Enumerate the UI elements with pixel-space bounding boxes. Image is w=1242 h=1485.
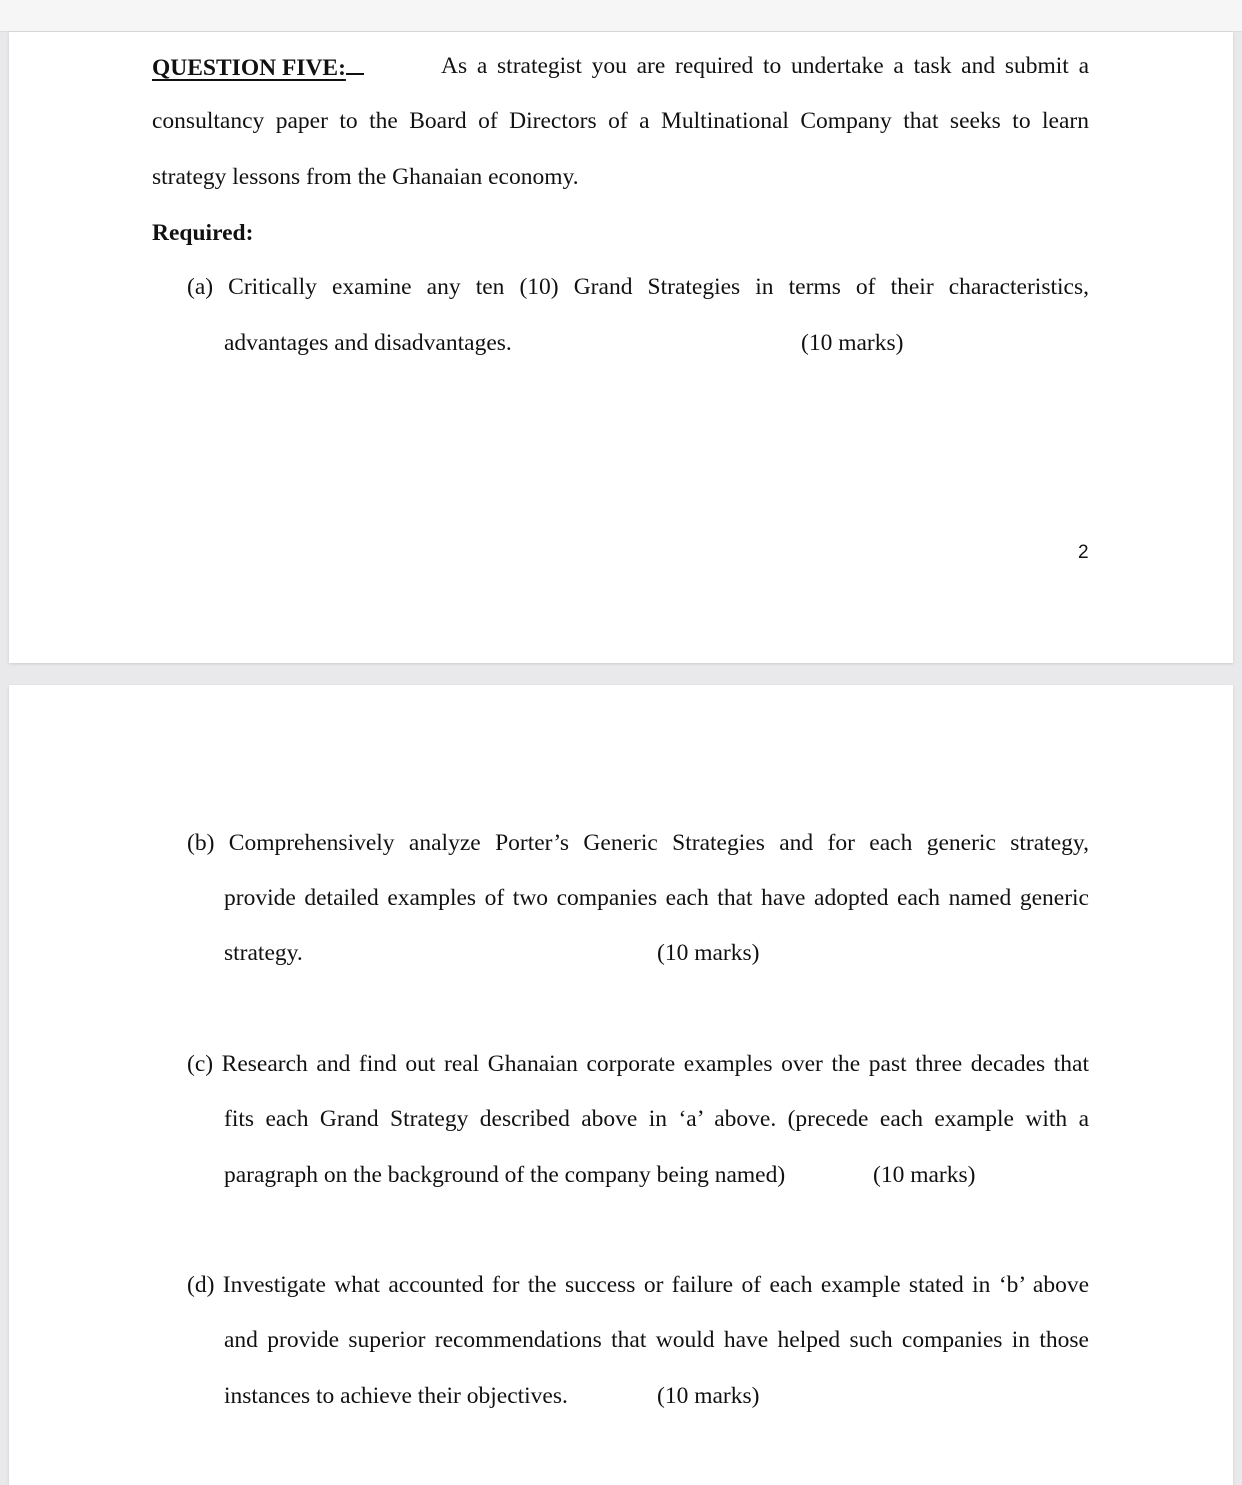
part-c-line-3: paragraph on the background of the company being named) — [224, 1162, 786, 1188]
part-c-line-2: fits each Grand Strategy described above in ‘a’ above. (precede each example with a — [224, 1106, 1089, 1132]
part-a-line-2: advantages and disadvantages. — [224, 330, 512, 356]
question-intro-line-1: As a strategist you are required to undertake a task and submit a — [441, 53, 1089, 79]
document-page-1 — [9, 32, 1233, 663]
required-label: Required: — [152, 220, 254, 246]
part-d-line-2: and provide superior recommendations that would have helped such companies in those — [224, 1327, 1089, 1353]
question-intro-line-3: strategy lessons from the Ghanaian economy. — [152, 164, 579, 190]
part-b-line-2: provide detailed examples of two companies each that have adopted each named generic — [224, 885, 1089, 911]
document-page-2 — [9, 685, 1233, 1485]
part-d-line-3: instances to achieve their objectives. — [224, 1383, 568, 1409]
part-a-marks: (10 marks) — [801, 330, 904, 356]
part-c-line-1: (c) Research and find out real Ghanaian corporate examples over the past three decades that — [187, 1051, 1089, 1077]
part-d-marks: (10 marks) — [657, 1383, 760, 1409]
part-b-line-3: strategy. — [224, 940, 303, 966]
part-b-line-1: (b) Comprehensively analyze Porter’s Generic Strategies and for each generic strategy, — [187, 830, 1089, 856]
part-d-line-1: (d) Investigate what accounted for the success or failure of each example stated in ‘b’ above — [187, 1272, 1089, 1298]
question-intro-line-2: consultancy paper to the Board of Directors of a Multinational Company that seeks to learn — [152, 108, 1089, 134]
part-a-line-1: (a) Critically examine any ten (10) Grand Strategies in terms of their characteristics, — [187, 274, 1089, 300]
question-heading: QUESTION FIVE: — [152, 51, 364, 83]
part-b-marks: (10 marks) — [657, 940, 760, 966]
page-number: 2 — [1078, 542, 1089, 563]
part-c-marks: (10 marks) — [873, 1162, 976, 1188]
viewer-top-bar — [0, 0, 1242, 32]
